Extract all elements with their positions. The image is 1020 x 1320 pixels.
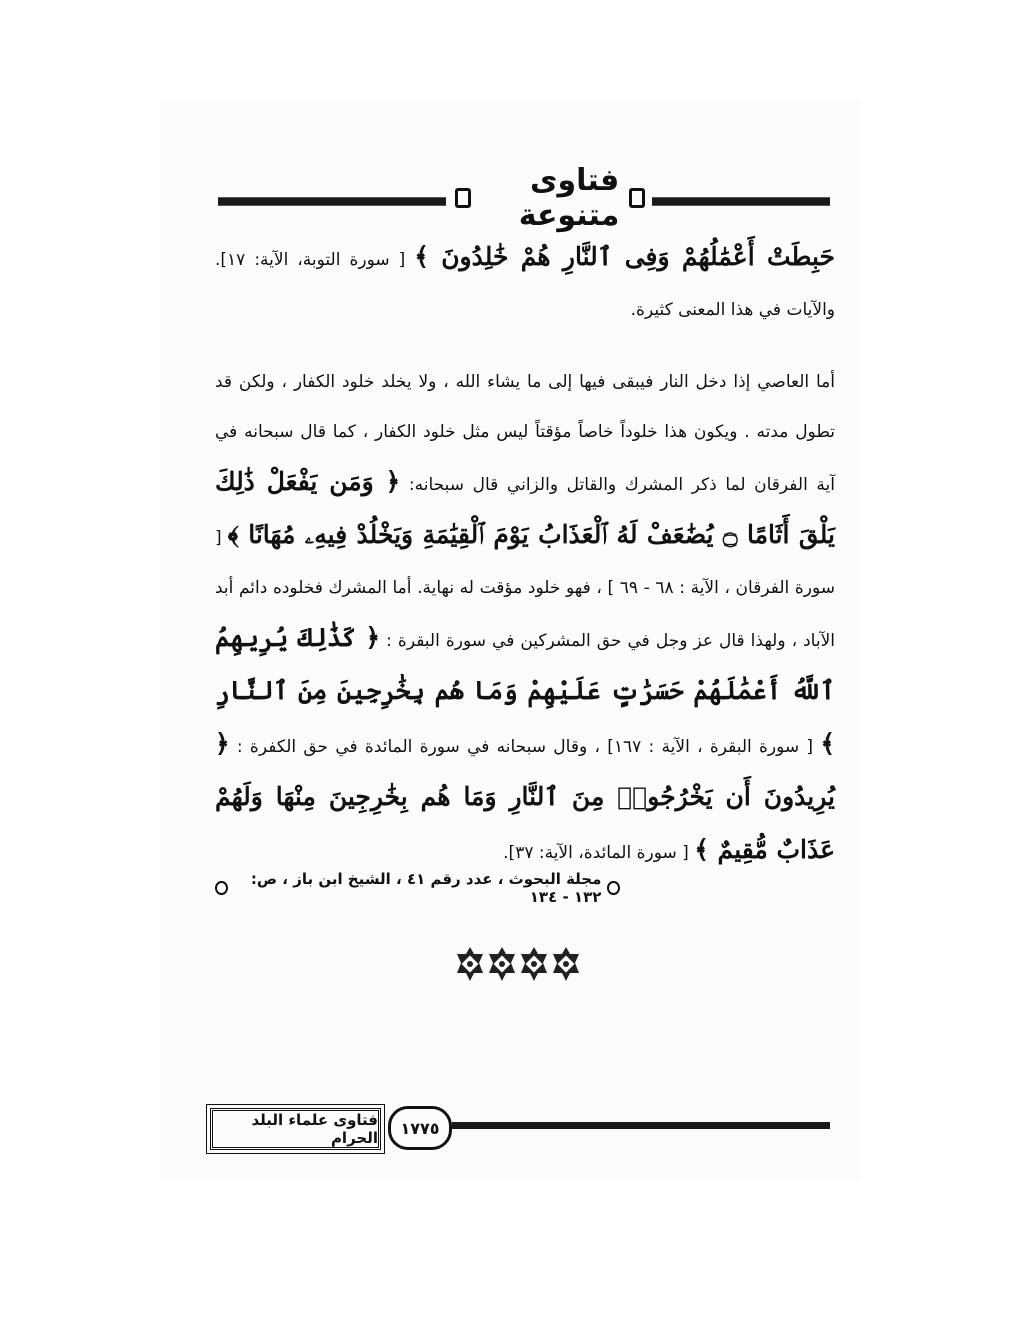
star-ornament-icon <box>551 946 581 982</box>
square-bullet-icon <box>629 188 645 208</box>
footer-book-title: فتاوى علماء البلد الحرام <box>210 1108 381 1150</box>
footnote-text: مجلة البحوث ، عدد رقم ٤١ ، الشيخ ابن باز ، ص: ١٣٢ - ١٣٤ <box>250 870 602 906</box>
quran-verse: حَبِطَتْ أَعْمَٰلُهُمْ وَفِى ٱلنَّارِ هُمْ خَٰلِدُونَ ﴾ <box>414 242 835 271</box>
header-rule-right <box>652 197 830 206</box>
footer <box>210 1100 830 1160</box>
ornament-row <box>455 946 583 986</box>
quran-verse: ﴿ وَمَن يَفْعَلْ ذَٰلِكَ يَلْقَ أَثَامًا ۝ يُضَٰعَفْ لَهُ ٱلْعَذَابُ يَوْمَ ٱلْقِيَٰمَةِ وَيَخْلُدْ فِيهِۦ مُهَانًا ﴾ <box>215 467 835 549</box>
square-bullet-icon <box>455 188 471 208</box>
body-text <box>215 232 835 878</box>
body-sentence: [ سورة البقرة ، الآية : ١٦٧] ، وقال سبحانه في سورة المائدة في حق الكفرة : <box>229 737 821 757</box>
circle-bullet-icon <box>607 881 620 895</box>
body-sentence: أما العاصي إذا دخل النار فيبقى فيها إلى ما يشاء الله ، ولا يخلد خلود الكفار ، ولكن قد تطول مدته . ويكون هذا خلوداً خاصاً مؤقتاً ليس مثل خلود الكفار ، كما قال سبحانه في آية الفرقان لما ذكر المشرك والقاتل والزاني قال سبحانه: <box>215 372 835 495</box>
star-ornament-icon <box>487 946 517 982</box>
footer-rule <box>452 1122 830 1129</box>
header <box>455 163 645 233</box>
star-ornament-icon <box>455 946 485 982</box>
star-ornament-icon <box>519 946 549 982</box>
circle-bullet-icon <box>215 881 228 895</box>
footnote <box>215 870 620 906</box>
quran-verse: ﴿ كَذَٰلِكَ يُرِيهِمُ ٱللَّهُ أَعْمَٰلَهُمْ حَسَرَٰتٍ عَلَيْهِمْ وَمَا هُم بِخَٰرِجِينَ مِنَ ٱلنَّارِ ﴾ <box>215 623 835 758</box>
body-sentence: [ سورة التوبة، الآية: ١٧]. والآيات في هذا المعنى كثيرة. <box>215 250 835 320</box>
paragraph <box>215 357 835 878</box>
page-title: فتاوى متنوعة <box>518 163 620 233</box>
quran-verse: ﴿ يُرِيدُونَ أَن يَخْرُجُوا۟ مِنَ ٱلنَّارِ وَمَا هُم بِخَٰرِجِينَ مِنْهَا وَلَهُمْ عَذَابٌ مُّقِيمٌ ﴾ <box>215 729 835 864</box>
body-sentence: [ سورة المائدة، الآية: ٣٧]. <box>503 843 695 863</box>
body-sentence: [ سورة الفرقان ، الآية : ٦٨ - ٦٩ ] ، فهو خلود مؤقت له نهاية. أما المشرك فخلوده دائم أبد الآباد ، ولهذا قال عز وجل في حق المشركين في سورة البقرة : <box>215 528 835 651</box>
page-number: ١٧٧٥ <box>388 1106 452 1150</box>
paragraph <box>215 232 835 335</box>
header-rule-left <box>218 197 446 206</box>
